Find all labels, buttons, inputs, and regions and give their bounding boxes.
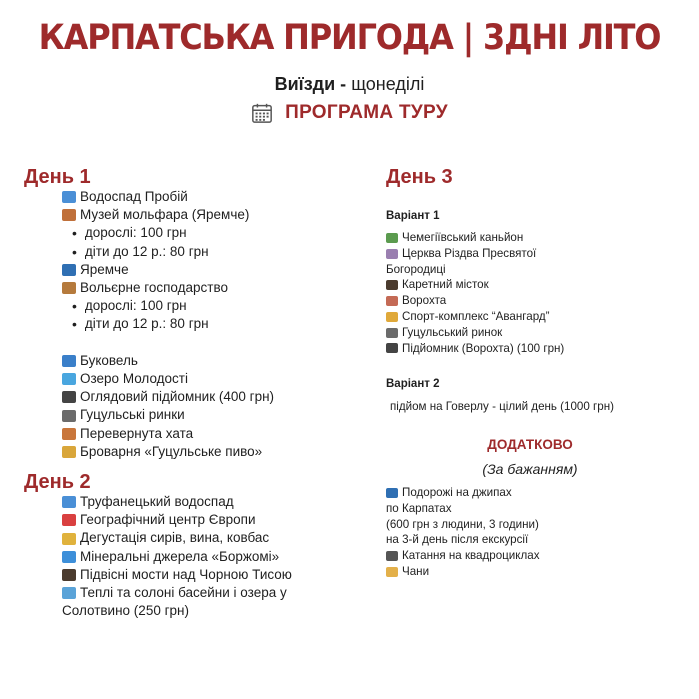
variant2-text: підйом на Говерлу - цілий день (1000 грн) [390,400,614,413]
list-item [386,548,540,564]
list-item-text: Богородиці [386,262,446,276]
list-item [62,548,292,566]
waterfall-icon [62,191,76,203]
list-item-text: Спорт-комплекс “Авангард” [402,309,550,323]
extras-list [386,485,540,580]
day1-list [62,188,274,461]
bridge-icon [386,280,398,290]
beer-icon [62,446,76,458]
list-item-text: Дегустація сирів, вина, ковбас [80,530,270,546]
list-item-text: Озеро Молодості [80,371,188,387]
list-item [62,279,274,297]
variant1-label: Варіант 1 [386,210,440,222]
list-item [62,584,292,602]
list-item-text: Гуцульські ринки [80,407,185,423]
list-item [62,425,274,443]
calendar-icon [251,102,273,124]
list-item-text: по Карпатах [386,501,452,515]
church-icon [386,249,398,259]
list-item-text: Мінеральні джерела «Боржомі» [80,548,280,564]
list-item [386,246,564,262]
list-item [386,485,540,501]
list-item [386,501,540,517]
list-item-text: • дорослі: 100 грн [84,298,187,314]
program-heading [0,102,699,129]
list-item [62,297,274,315]
house-icon [62,428,76,440]
extras-heading: ДОДАТКОВО [487,437,573,452]
page-title: КАРПАТСЬКА ПРИГОДА | 3ДНІ ЛІТО [38,16,661,58]
cart-icon [386,328,398,338]
extras-subheading: (За бажанням) [482,461,578,477]
cart-icon [62,410,76,422]
cheese-icon [62,533,76,545]
list-item-text: (600 грн з людини, 3 години) [386,517,539,531]
day3-heading: День 3 [386,166,453,188]
droplets-icon [62,373,76,385]
pin-icon [62,514,76,526]
program-label: ПРОГРАМА ТУРУ [285,102,448,123]
deer-icon [62,282,76,294]
bath-icon [386,567,398,577]
list-item-text: Географічний центр Європи [80,512,256,528]
variant1-list [386,230,564,356]
list-item [386,277,564,293]
day2-heading: День 2 [24,471,91,493]
list-item-text: Труфанецький водоспад [80,494,234,509]
list-item [62,602,292,620]
list-item [386,309,564,325]
skier-icon [62,355,76,367]
list-item-text: Ворохта [402,294,447,308]
list-item [62,406,274,424]
list-item-text: на 3-й день після екскурсії [386,533,529,547]
list-item [62,315,274,333]
list-item-text: Буковель [80,352,138,368]
list-item-text: Музей мольфара (Яремче) [80,207,250,223]
variant2-label: Варіант 2 [386,378,440,390]
list-item [62,511,292,529]
list-item [386,564,540,580]
list-item [62,206,274,224]
list-item [386,341,564,357]
list-item [386,293,564,309]
water-wave-icon [62,587,76,599]
list-item [62,529,292,547]
mask-icon [62,209,76,221]
houses-icon [386,296,398,306]
departures-line [0,74,699,95]
list-item [62,352,274,370]
lift-icon [62,391,76,403]
droplet-icon [62,551,76,563]
list-item [62,243,274,261]
list-item-text: • дорослі: 100 грн [84,225,187,241]
list-item-text: Теплі та солоні басейни і озера у [80,585,287,601]
quad-icon [386,551,398,561]
list-item-text: Чани [402,564,430,578]
list-item [386,262,564,278]
list-item [62,493,292,511]
departures-value: щонеділі [351,74,425,94]
bridge-icon [62,569,76,581]
list-item-text: Яремче [80,261,129,277]
list-item-text: Солотвино (250 грн) [62,603,189,619]
day2-list [62,493,292,620]
list-item-text: • діти до 12 р.: 80 грн [84,243,209,259]
list-item-text: Катання на квадроциклах [402,549,540,563]
list-item-text: Перевернута хата [80,425,194,441]
list-item [62,261,274,279]
list-spacer [62,334,274,352]
list-item [386,230,564,246]
list-item-text: Подорожі на джипах [402,486,512,499]
canyon-icon [386,233,398,243]
list-item [62,224,274,242]
list-item-text: Підвісні мости над Чорною Тисою [80,566,292,582]
medal-icon [386,312,398,322]
list-item [386,325,564,341]
list-item-text: Каретний місток [402,278,489,292]
departures-label: Виїзди - [274,74,347,94]
list-item [62,443,274,461]
list-item-text: Гуцульський ринок [402,325,503,339]
list-item-text: Оглядовий підйомник (400 грн) [80,389,275,405]
list-item-text: Водоспад Пробій [80,189,188,204]
list-item [386,517,540,533]
waterfall-icon [62,496,76,508]
list-item-text: Підйомник (Ворохта) (100 грн) [402,341,565,355]
list-item [386,532,540,548]
list-item-text: Чемегіївський каньйон [402,231,524,244]
list-item [62,388,274,406]
day1-heading: День 1 [24,166,91,188]
list-item [62,566,292,584]
list-item-text: • діти до 12 р.: 80 грн [84,316,209,332]
list-item-text: Церква Різдва Пресвятої [402,246,537,260]
lift-icon [386,343,398,353]
list-item [62,188,274,206]
jeep-icon [386,488,398,498]
list-item-text: Броварня «Гуцульське пиво» [80,443,263,459]
list-item [62,370,274,388]
list-item-text: Вольєрне господарство [80,280,228,296]
city-icon [62,264,76,276]
